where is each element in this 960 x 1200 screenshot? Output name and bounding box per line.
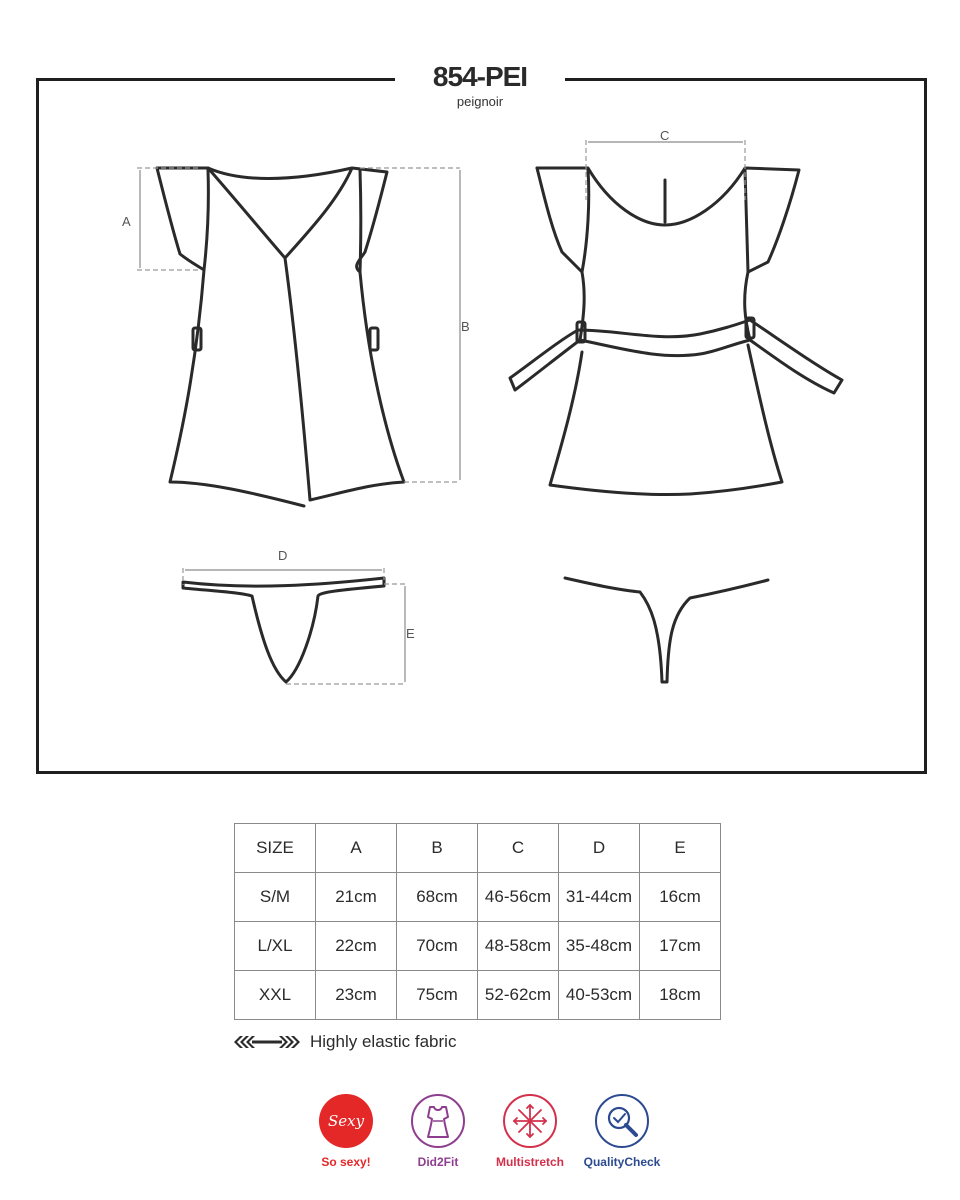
peignoir-back-drawing — [510, 168, 842, 495]
feature-badges — [300, 1093, 668, 1169]
size-table-header-row — [235, 824, 721, 873]
table-cell: XXL — [235, 971, 316, 1020]
table-cell: 40-53cm — [559, 971, 640, 1020]
product-code: 854-PEI — [432, 61, 528, 92]
qualitycheck-icon — [594, 1093, 650, 1149]
badge-qualitycheck — [576, 1093, 668, 1169]
badge-did2fit — [392, 1093, 484, 1169]
badge-label: QualityCheck — [583, 1155, 661, 1169]
badge-multistretch — [484, 1093, 576, 1169]
table-cell: 46-56cm — [478, 873, 559, 922]
header-cell: C — [478, 824, 559, 873]
header-cell: E — [640, 824, 721, 873]
table-row — [235, 971, 721, 1020]
peignoir-front-drawing — [157, 168, 404, 506]
table-cell: 52-62cm — [478, 971, 559, 1020]
table-cell: 68cm — [397, 873, 478, 922]
table-cell: L/XL — [235, 922, 316, 971]
elastic-note — [234, 1030, 456, 1054]
table-cell: 31-44cm — [559, 873, 640, 922]
sexy-icon-text: Sexy — [327, 1112, 365, 1130]
badge-label: Did2Fit — [417, 1155, 459, 1169]
elastic-arrows-icon — [234, 1035, 300, 1049]
table-cell: 75cm — [397, 971, 478, 1020]
table-cell: 22cm — [316, 922, 397, 971]
header-cell: B — [397, 824, 478, 873]
table-cell: S/M — [235, 873, 316, 922]
thong-back-drawing — [565, 578, 768, 682]
table-cell: 21cm — [316, 873, 397, 922]
table-cell: 17cm — [640, 922, 721, 971]
dim-label-b: B — [461, 319, 470, 334]
badge-label: So sexy! — [321, 1155, 371, 1169]
dim-label-d: D — [278, 548, 288, 563]
multistretch-icon — [502, 1093, 558, 1149]
did2fit-icon — [410, 1093, 466, 1149]
table-row — [235, 922, 721, 971]
dim-label-a: A — [122, 214, 131, 229]
size-table — [234, 823, 721, 1020]
table-cell: 35-48cm — [559, 922, 640, 971]
header-cell: A — [316, 824, 397, 873]
elastic-label: Highly elastic fabric — [310, 1032, 457, 1051]
dim-label-e: E — [406, 626, 415, 641]
badge-so-sexy — [300, 1093, 392, 1169]
table-cell: 16cm — [640, 873, 721, 922]
product-name: peignoir — [456, 94, 504, 109]
table-cell: 23cm — [316, 971, 397, 1020]
dim-label-c: C — [660, 128, 670, 143]
table-cell: 70cm — [397, 922, 478, 971]
table-cell: 48-58cm — [478, 922, 559, 971]
header-cell: SIZE — [235, 824, 316, 873]
badge-label: Multistretch — [495, 1155, 564, 1169]
sexy-icon — [318, 1093, 374, 1149]
header-cell: D — [559, 824, 640, 873]
thong-front-drawing — [183, 578, 384, 682]
table-row — [235, 873, 721, 922]
table-cell: 18cm — [640, 971, 721, 1020]
